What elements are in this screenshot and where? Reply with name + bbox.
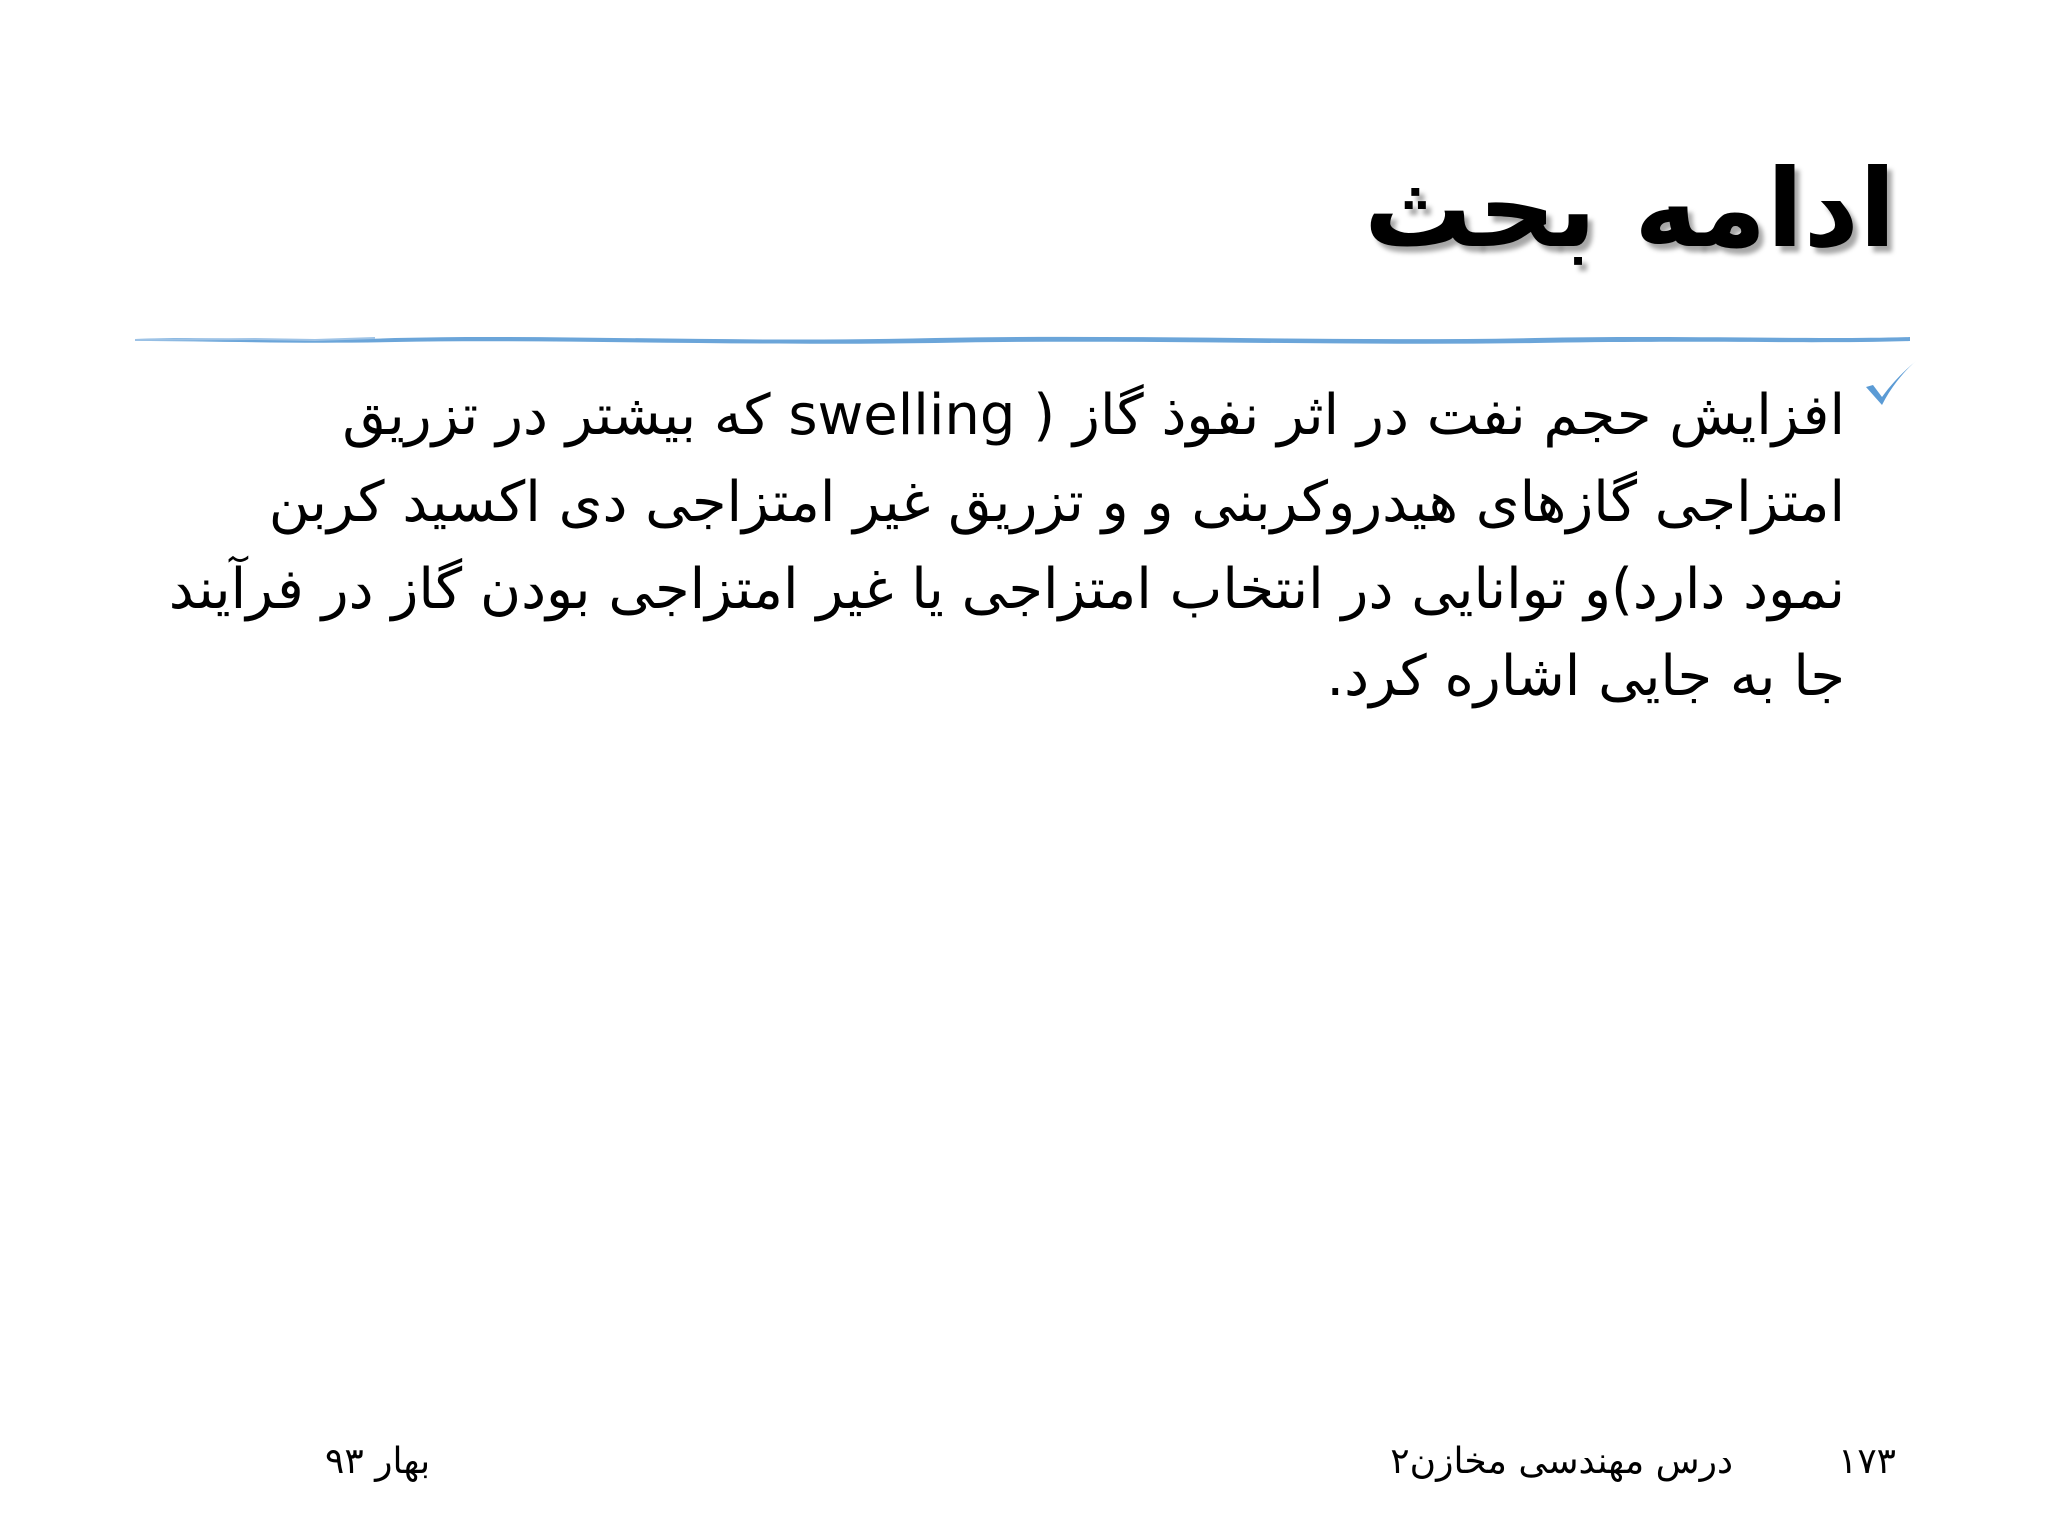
- check-mark-icon: [1860, 355, 1920, 415]
- footer-course-name: درس مهندسی مخازن۲: [1390, 1441, 1733, 1482]
- underline-stroke: [135, 337, 1910, 344]
- slide-title: ادامه بحث: [1363, 147, 1896, 272]
- bullet-paragraph: افزایش حجم نفت در اثر نفوذ گاز ( swelling که بیشتر در تزریق امتزاجی گازهای هیدروکربنی و و تزریق غیر امتزاجی دی اکسید کربن نمود دارد)و توانایی در انتخاب امتزاجی یا غیر امتزاجی بودن گاز در فرآیند جا به جایی اشاره کرد.: [168, 383, 1845, 709]
- footer-season: بهار ۹۳: [325, 1441, 431, 1482]
- title-underline: [135, 332, 1910, 346]
- slide-number: ۱۷۳: [1837, 1441, 1896, 1482]
